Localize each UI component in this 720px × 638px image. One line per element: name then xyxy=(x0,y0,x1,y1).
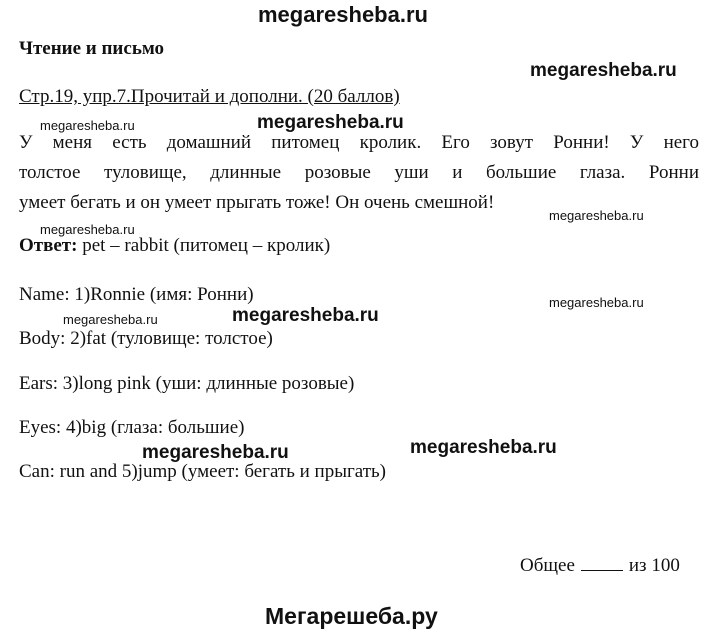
score-suffix: из 100 xyxy=(628,555,680,576)
watermark-body-small: megaresheba.ru xyxy=(63,312,158,327)
watermark-eyes-left: megaresheba.ru xyxy=(142,442,289,463)
watermark-answer-small: megaresheba.ru xyxy=(40,222,135,237)
answer-line xyxy=(19,235,330,257)
score-label: Общее xyxy=(520,555,575,576)
score-line xyxy=(520,555,680,577)
answer-label: Ответ: xyxy=(19,235,78,256)
answer-item-eyes: Eyes: 4)big (глаза: большие) xyxy=(19,417,245,438)
paragraph-line: умеет бегать и он умеет прыгать тоже! Он очень смешной! xyxy=(19,192,495,213)
watermark-right-2: megaresheba.ru xyxy=(549,295,644,310)
watermark-right-1: megaresheba.ru xyxy=(549,208,644,223)
watermark-eyes-right: megaresheba.ru xyxy=(410,437,557,458)
answer-item-name: Name: 1)Ronnie (имя: Ронни) xyxy=(19,284,254,305)
answer-item-ears: Ears: 3)long pink (уши: длинные розовые) xyxy=(19,373,355,394)
watermark-body-big: megaresheba.ru xyxy=(232,305,379,326)
answer-item-can: Can: run and 5)jump (умеет: бегать и прыгать) xyxy=(19,461,387,482)
score-blank xyxy=(581,556,623,571)
paragraph-line: толстое туловище, длинные розовые уши и большие глаза. Ронни xyxy=(19,162,699,183)
answer-text: pet – rabbit (питомец – кролик) xyxy=(82,235,331,256)
paragraph-line: У меня есть домашний питомец кролик. Его зовут Ронни! У него xyxy=(19,132,699,153)
task-title: Стр.19, упр.7.Прочитай и дополни. (20 баллов) xyxy=(19,86,400,107)
reading-paragraph xyxy=(19,128,699,218)
watermark-top: megaresheba.ru xyxy=(258,2,428,27)
watermark-header-right: megaresheba.ru xyxy=(530,60,677,81)
section-title: Чтение и письмо xyxy=(19,38,165,59)
footer-watermark: Мегарешеба.ру xyxy=(265,603,438,629)
watermark-para-small: megaresheba.ru xyxy=(40,118,135,133)
answer-item-body: Body: 2)fat (туловище: толстое) xyxy=(19,328,273,349)
watermark-para-big: megaresheba.ru xyxy=(257,112,404,133)
